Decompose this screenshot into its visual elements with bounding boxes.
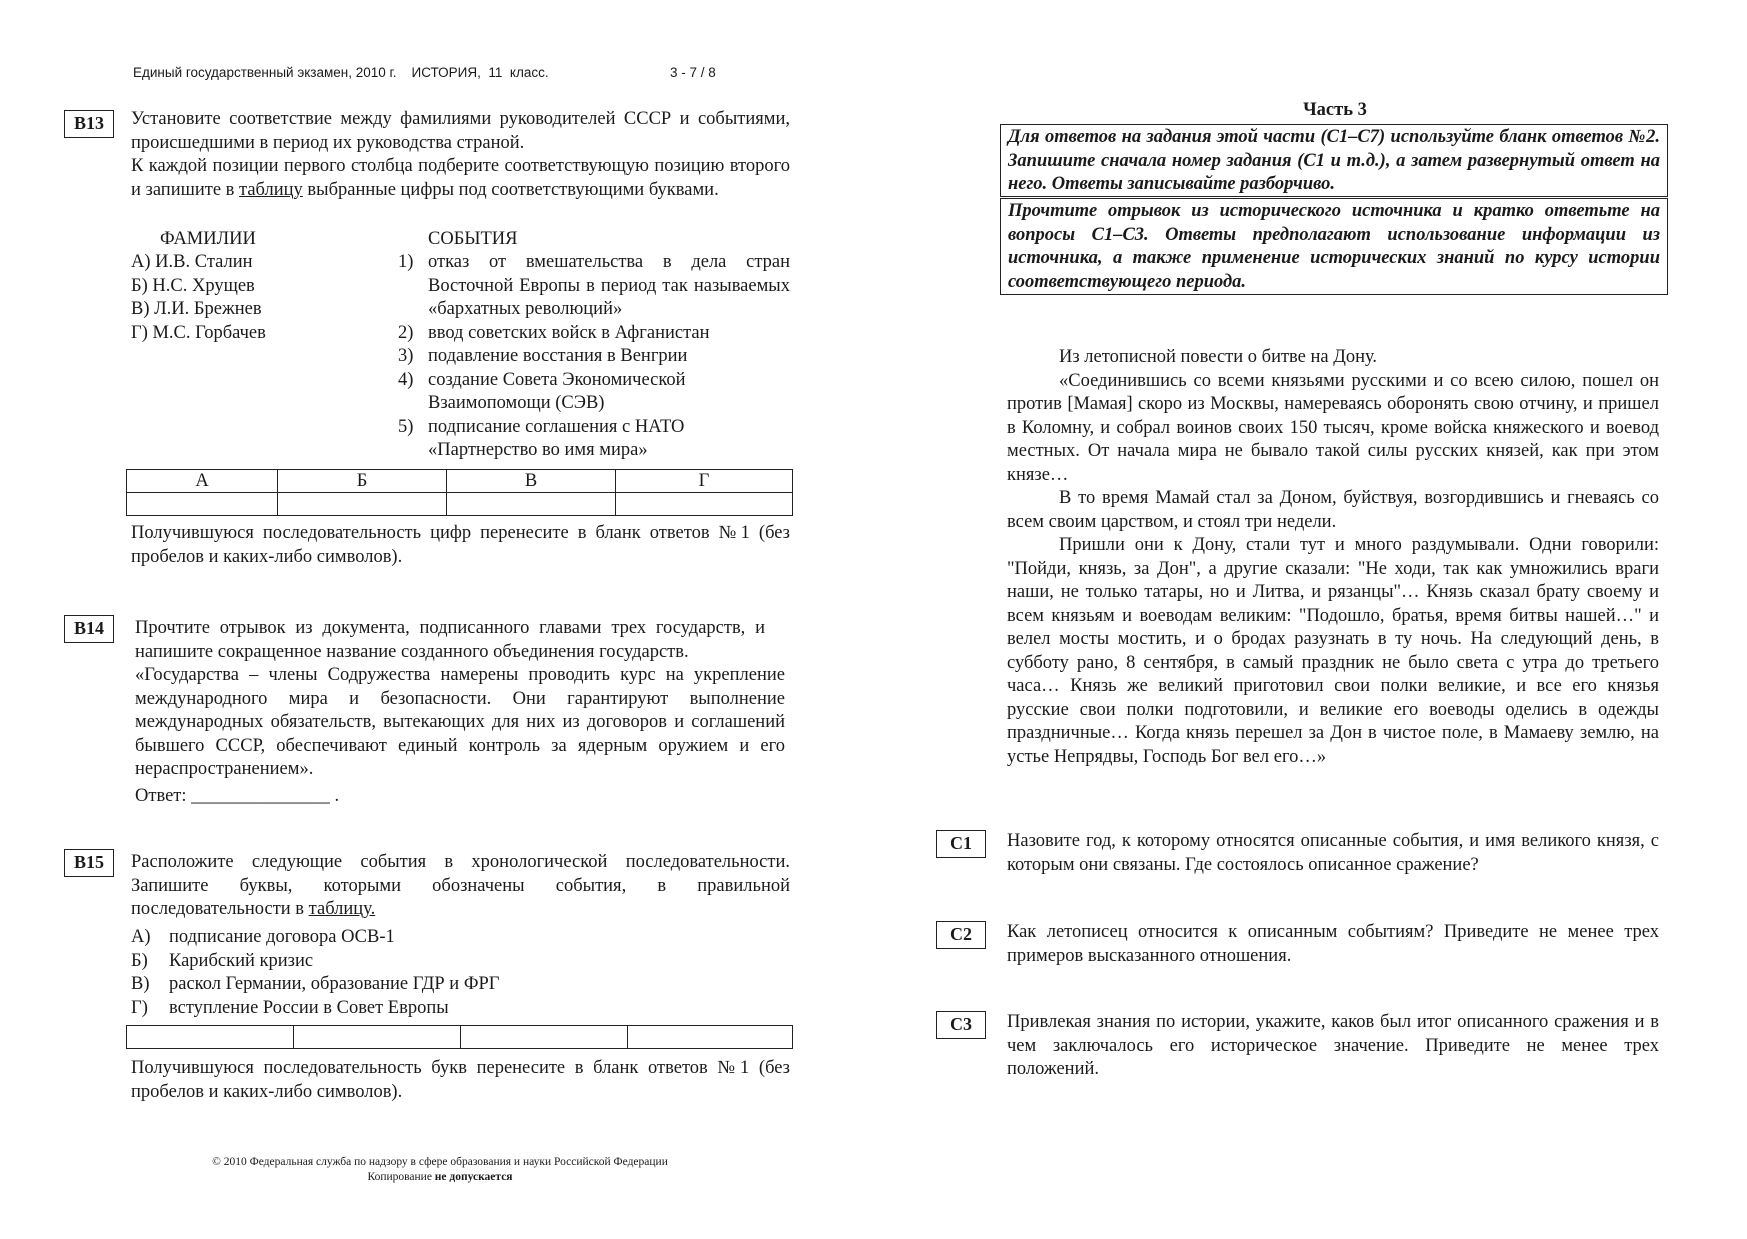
list-item: 1) отказ от вмешательства в дела стран Восточной Европы в период так называемых «бархатных революций» [398,252,790,319]
part3-instruction-2: Прочтите отрывок из исторического источника и кратко ответьте на вопросы С1–С3. Ответы предполагают использование информации из источника, а также применение исторических знаний по курсу истории соответствующего периода. [1000,198,1668,295]
task-c2-label: С2 [936,921,986,949]
task-c1-label: С1 [936,830,986,858]
b13-answer-table [126,469,793,516]
answer-cell[interactable] [127,493,278,516]
table-header-cell: Г [616,470,793,493]
b14-prompt: Прочтите отрывок из документа, подписанного главами трех государств, и напишите сокращенное название созданного объединения государств. [135,618,765,662]
b14-answer-line[interactable]: Ответ: _______________ . [135,786,340,806]
source-paragraph: Пришли они к Дону, стали тут и много раздумывали. Одни говорили: "Пойди, князь, за Дон", а другие сказали: "Не ходи, так как умножились враги наши, не только татары, но и Литва, и рязанцы"… Князь сказал брату своему и всем князьям и воеводам великим: "Подошло, братья, время битвы нашей…" и велел мосты мостить, и о бродах разузнать в ту ночь. На следующий день, в субботу рано, 8 сентября, в самый праздник не было света с утра до третьего часа… Князь же великий приготовил свои полки великие, и все его князья русские свои полки подготовили, и великие его воеводы оделись в одежды праздничные… Когда князь перешел за Дон в чистое поле, в Мамаеву землю, на устье Непрядвы, Господь Бог вел его…» [1007,535,1659,767]
answer-cell[interactable] [461,1026,628,1049]
list-item: 4) создание Совета Экономической Взаимопомощи (СЭВ) [398,369,686,413]
table-header-cell: А [127,470,278,493]
task-b13-prompt [131,108,790,202]
source-paragraph: «Соединившись со всеми князьями русскими и со всею силою, пошел он против [Мамая] скоро из Москвы, намереваясь оборонять свою отчину, и пришел в Коломну, и собрал воинов своих 150 тысяч, кроме войска княжеского и воевод местных. От начала мира не бывало такой силы русских князей, как при этом князе… [1007,370,1659,485]
b13-names-list [131,251,361,345]
b13-events-header: СОБЫТИЯ [428,229,518,249]
list-item: А) И.В. Сталин [131,252,253,272]
answer-cell[interactable] [278,493,447,516]
list-item: В) раскол Германии, образование ГДР и ФРГ [131,974,500,994]
list-item: А) подписание договора ОСВ-1 [131,927,395,947]
answer-cell[interactable] [127,1026,294,1049]
list-item: Б) Н.С. Хрущев [131,275,255,296]
list-item: 3) подавление восстания в Венгрии [398,346,688,366]
b13-prompt-1: Установите соответствие между фамилиями руководителей СССР и событиями, происшедшими в период их руководства страной. [131,109,790,153]
b13-names-header: ФАМИЛИИ [160,229,256,249]
task-c3-text: Привлекая знания по истории, укажите, каков был итог описанного сражения и в чем заключалось его историческое значение. Приведите не менее трех положений. [1007,1012,1659,1079]
b13-prompt-2: К каждой позиции первого столбца подберите соответствующую позицию второго и запишите в таблицу выбранные цифры под соответствующими буквами. [131,156,790,200]
task-b15-label: B15 [64,849,114,877]
table-header-cell: В [447,470,616,493]
b15-events-list [131,926,731,1020]
task-b15-prompt: Расположите следующие события в хронологической последовательности. Запишите буквы, которыми обозначены события, в правильной последовательности в таблицу. [131,852,790,919]
b15-table-link: таблицу. [308,899,376,919]
source-paragraph: В то время Мамай стал за Доном, буйствуя, возгордившись и гневаясь со всем своим царством, и стоял три недели. [1007,488,1659,532]
b13-events-list [398,251,790,463]
part3-title: Часть 3 [1303,100,1367,120]
source-title: Из летописной повести о битве на Дону. [1059,347,1378,367]
list-item: Г) вступление России в Совет Европы [131,997,449,1018]
exam-header: Единый государственный экзамен, 2010 г. ИСТОРИЯ, 11 класс. [133,65,549,80]
task-b14-prompt [135,617,785,782]
table-header-cell: Б [278,470,447,493]
b14-quote: «Государства – члены Содружества намерены проводить курс на укрепление международного мира и безопасности. Они гарантируют выполнение международных обязательств, вытекающих для них из договоров и соглашений бывшего СССР, обеспечивают единый контроль за ядерным оружием и его нераспространением». [135,665,785,779]
part3-instruction-1: Для ответов на задания этой части (С1–С7) используйте бланк ответов №2. Запишите сначала номер задания (С1 и т.д.), а затем развернутый ответ на него. Ответы записывайте разборчиво. [1000,124,1668,197]
b15-transfer-note: Получившуюся последовательность букв перенесите в бланк ответов №1 (без пробелов и каких-либо символов). [131,1058,790,1102]
list-item: 5) подписание соглашения с НАТО «Партнерство во имя мира» [398,416,685,460]
page-number: 3 - 7 / 8 [670,65,716,80]
list-item: Б) Карибский кризис [131,950,314,971]
answer-cell[interactable] [628,1026,793,1049]
answer-cell[interactable] [447,493,616,516]
answer-cell[interactable] [294,1026,461,1049]
b15-answer-table [126,1025,793,1049]
task-c1-text: Назовите год, к которому относятся описанные события, и имя великого князя, с которым они связаны. Где состоялось описанное сражение? [1007,831,1659,875]
b13-transfer-note: Получившуюся последовательность цифр перенесите в бланк ответов №1 (без пробелов и каких-либо символов). [131,523,790,567]
task-b13-label: B13 [64,110,114,138]
task-c3-label: С3 [936,1011,986,1039]
b13-table-link: таблицу [239,179,303,200]
historical-source [1007,346,1659,769]
list-item: Г) М.С. Горбачев [131,322,266,343]
task-c2-text: Как летописец относится к описанным событиям? Приведите не менее трех примеров высказанного отношения. [1007,922,1659,966]
answer-cell[interactable] [616,493,793,516]
list-item: В) Л.И. Брежнев [131,299,262,319]
list-item: 2) ввод советских войск в Афганистан [398,322,710,343]
copyright-footer: © 2010 Федеральная служба по надзору в сфере образования и науки Российской Федерации Копирование не допускается [212,1156,668,1183]
task-b14-label: B14 [64,615,114,643]
